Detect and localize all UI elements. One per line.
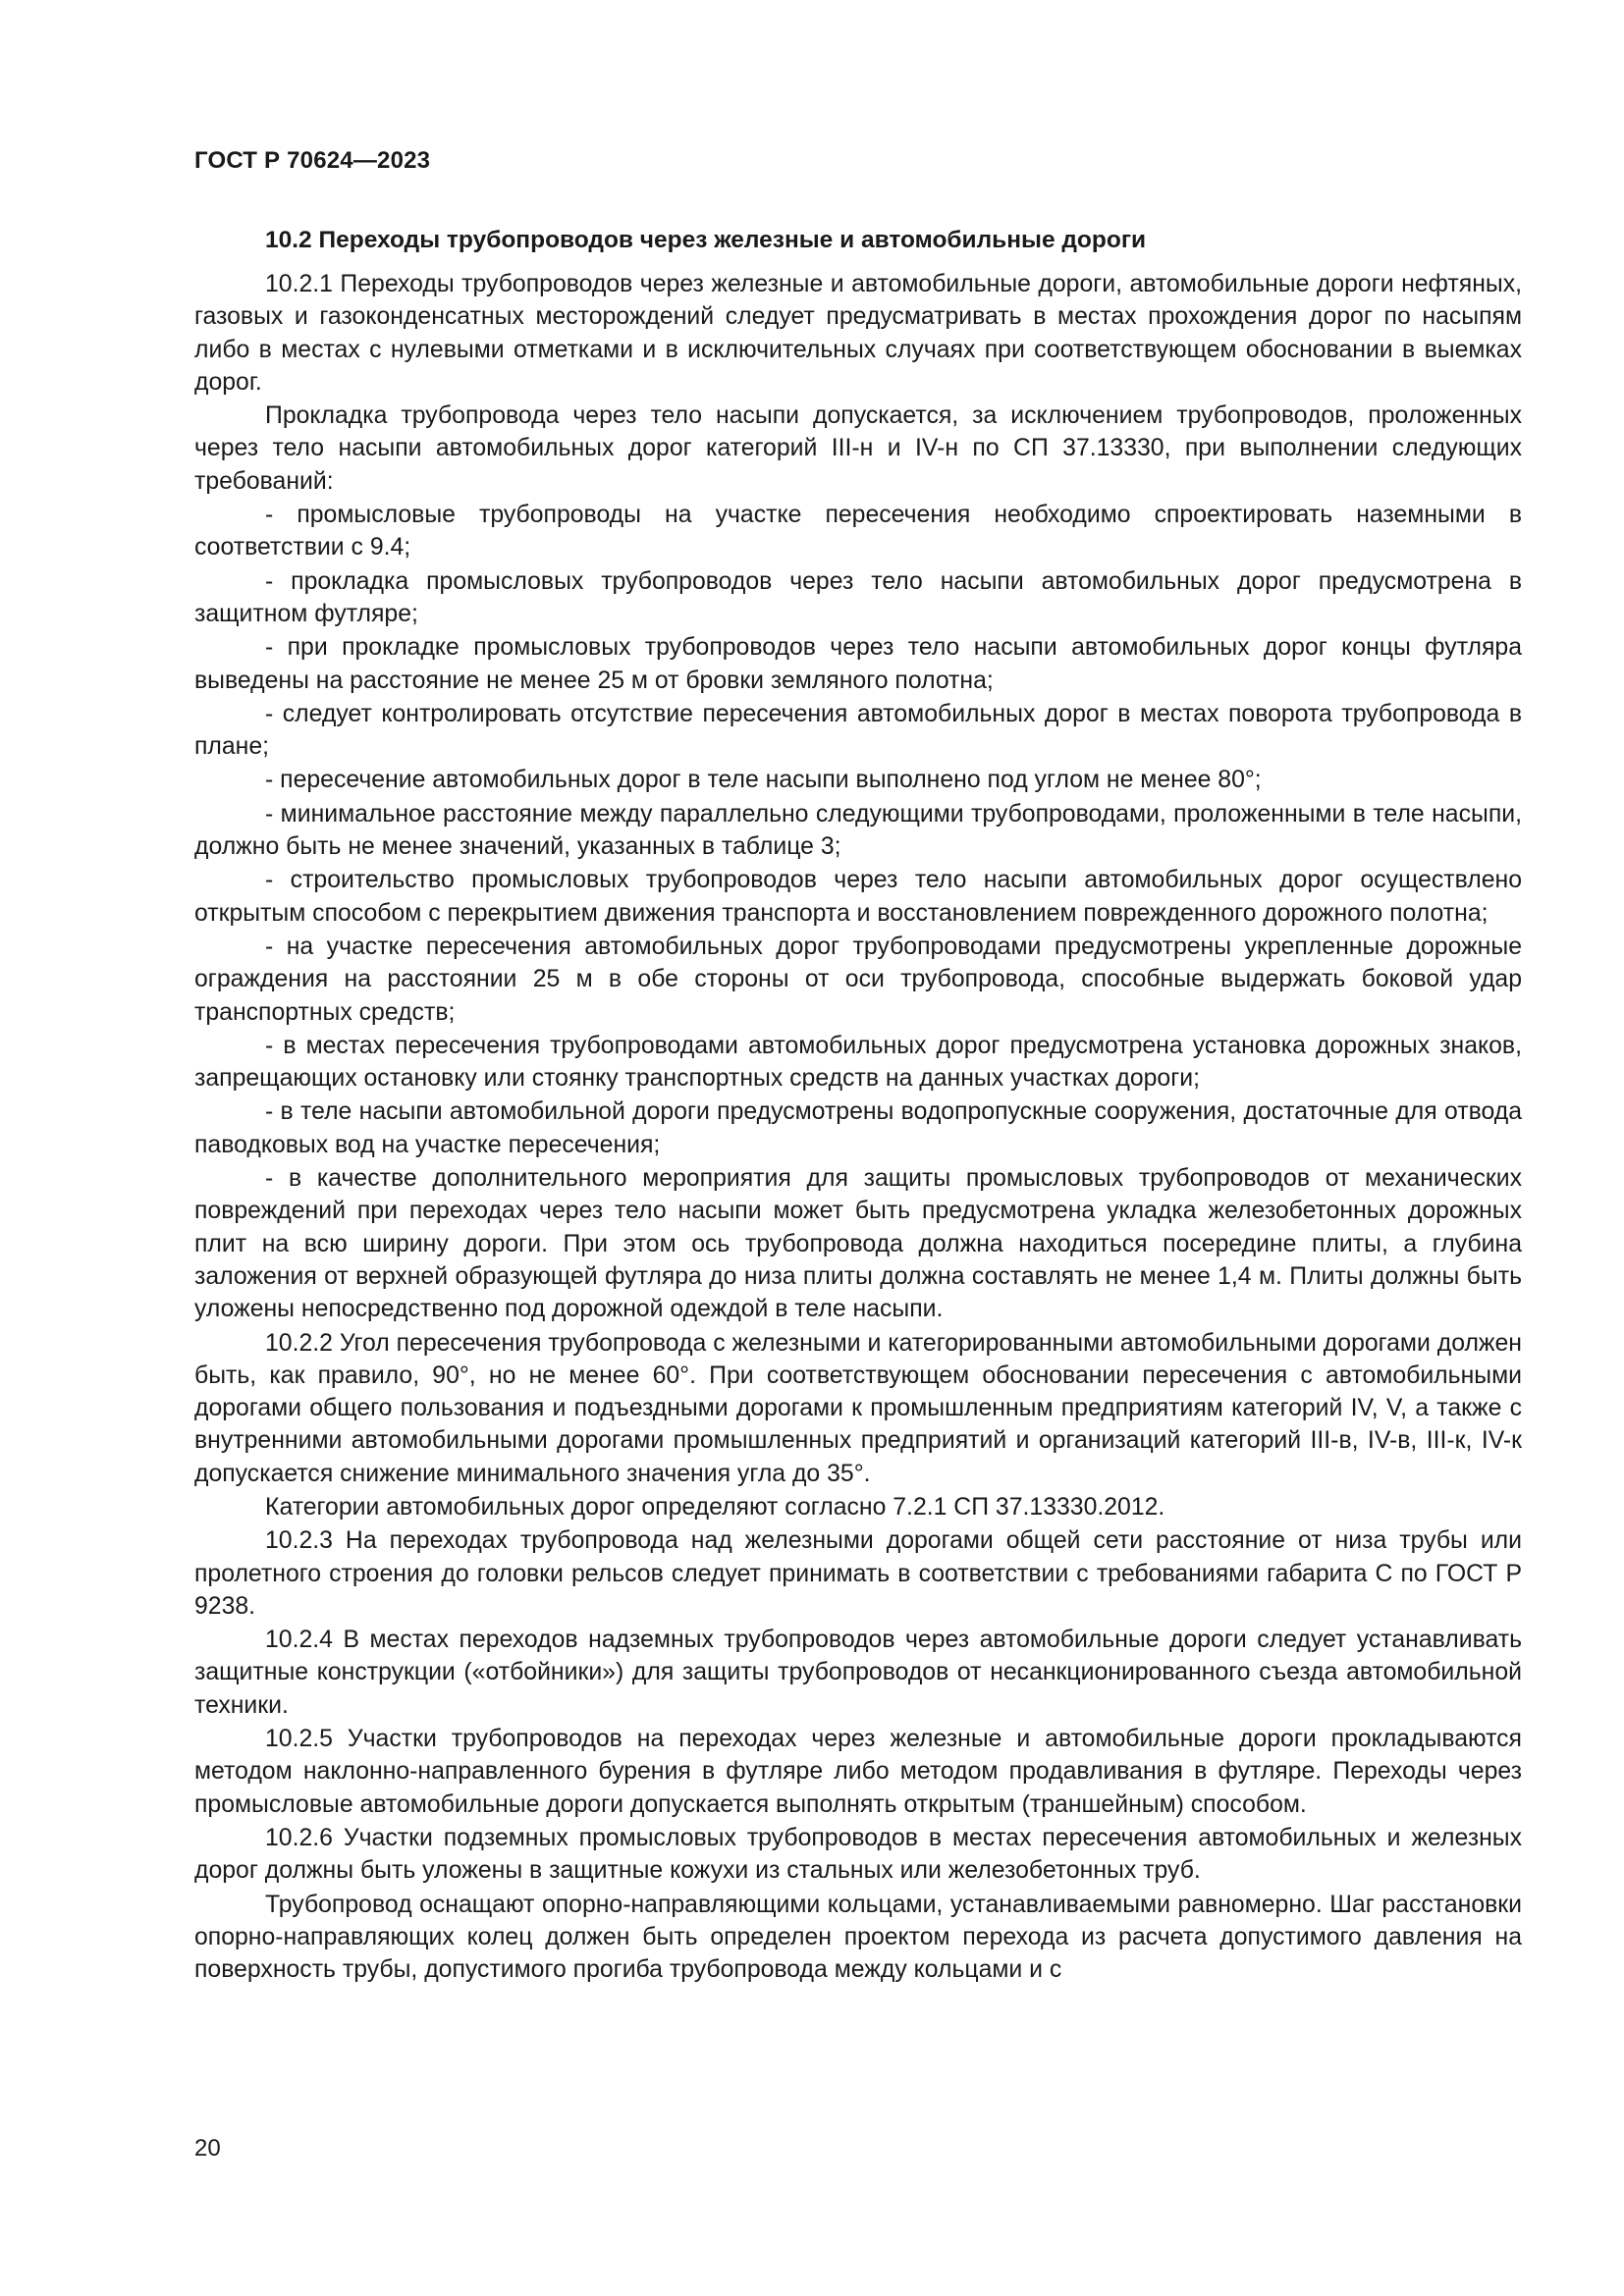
- list-item: - прокладка промысловых трубопроводов через тело насыпи автомобильных дорог предусмотрена в защитном футляре;: [194, 567, 1522, 627]
- paragraph: 10.2.1 Переходы трубопроводов через железные и автомобильные дороги, автомобильные дороги нефтяных, газовых и газоконденсатных месторождений следует предусматривать в местах прохождения дорог по насыпям либо в местах с нулевыми отметками и в исключительных случаях при соответствующем обосновании в выемках дорог.: [194, 271, 1522, 396]
- paragraph: 10.2.2 Угол пересечения трубопровода с железными и категорированными автомобильными дорогами должен быть, как правило, 90°, но не менее 60°. При соответствующем обосновании пересечения с автомобильными дорогами общего пользования и подъездными дорогами к промышленным предприятиям категорий IV, V, а также с внутренними автомобильными дорогами промышленных предприятий и организаций категорий III-в, IV-в, III-к, IV-к допускается снижение минимального значения угла до 35°.: [194, 1329, 1522, 1487]
- list-item: - пересечение автомобильных дорог в теле насыпи выполнено под углом не менее 80°;: [265, 767, 1262, 794]
- list-item: - на участке пересечения автомобильных дорог трубопроводами предусмотрены укрепленные дорожные ограждения на расстоянии 25 м в обе стороны от оси трубопровода, способные выдержать боковой удар транспортных средств;: [194, 933, 1522, 1026]
- document-body: [194, 224, 1522, 1986]
- list-item: - при прокладке промысловых трубопроводов через тело насыпи автомобильных дорог концы футляра выведены на расстояние не менее 25 м от бровки земляного полотна;: [194, 634, 1522, 694]
- list-item: - промысловые трубопроводы на участке пересечения необходимо спроектировать наземными в соответствии с 9.4;: [194, 502, 1522, 561]
- list-item: - минимальное расстояние между параллельно следующими трубопроводами, проложенными в теле насыпи, должно быть не менее значений, указанных в таблице 3;: [194, 800, 1522, 861]
- list-item: - в качестве дополнительного мероприятия для защиты промысловых трубопроводов от механических повреждений при переходах через тело насыпи может быть предусмотрена укладка железобетонных дорожных плит на всю ширину дороги. При этом ось трубопровода должна находиться посередине плиты, а глубина заложения от верхней образующей футляра до низа плиты должна составлять не менее 1,4 м. Плиты должны быть уложены непосредственно под дорожной одеждой в теле насыпи.: [194, 1165, 1522, 1323]
- paragraph: 10.2.3 На переходах трубопровода над железными дорогами общей сети расстояние от низа трубы или пролетного строения до головки рельсов следует принимать в соответствии с требованиями габарита С по ГОСТ Р 9238.: [194, 1527, 1522, 1620]
- paragraph: Категории автомобильных дорог определяют согласно 7.2.1 СП 37.13330.2012.: [265, 1493, 1165, 1521]
- list-item: - следует контролировать отсутствие пересечения автомобильных дорог в местах поворота трубопровода в плане;: [194, 700, 1522, 761]
- list-item: - в теле насыпи автомобильной дороги предусмотрены водопропускные сооружения, достаточные для отвода паводковых вод на участке пересечения;: [194, 1098, 1522, 1158]
- paragraph: 10.2.6 Участки подземных промысловых трубопроводов в местах пересечения автомобильных и железных дорог должны быть уложены в защитные кожухи из стальных или железобетонных труб.: [194, 1824, 1522, 1885]
- page-number: 20: [194, 2135, 221, 2162]
- paragraph: Прокладка трубопровода через тело насыпи допускается, за исключением трубопроводов, проложенных через тело насыпи автомобильных дорог категорий III-н и IV-н по СП 37.13330, при выполнении следующих требований:: [194, 402, 1522, 495]
- paragraph: 10.2.4 В местах переходов надземных трубопроводов через автомобильные дороги следует устанавливать защитные конструкции («отбойники») для защиты трубопроводов от несанкционированного съезда автомобильной техники.: [194, 1627, 1522, 1719]
- paragraph: Трубопровод оснащают опорно-направляющими кольцами, устанавливаемыми равномерно. Шаг расстановки опорно-направляющих колец должен быть определен проектом перехода из расчета допустимого давления на поверхность трубы, допустимого прогиба трубопровода между кольцами и с: [194, 1891, 1522, 1984]
- document-id: ГОСТ Р 70624—2023: [194, 147, 431, 174]
- section-title: 10.2 Переходы трубопроводов через железные и автомобильные дороги: [265, 227, 1147, 253]
- paragraph: 10.2.5 Участки трубопроводов на переходах через железные и автомобильные дороги прокладываются методом наклонно-направленного бурения в футляре либо методом продавливания в футляре. Переходы через промысловые автомобильные дороги допускается выполнять открытым (траншейным) способом.: [194, 1726, 1522, 1818]
- list-item: - строительство промысловых трубопроводов через тело насыпи автомобильных дорог осуществлено открытым способом с перекрытием движения транспорта и восстановлением поврежденного дорожного полотна;: [194, 867, 1522, 927]
- list-item: - в местах пересечения трубопроводами автомобильных дорог предусмотрена установка дорожных знаков, запрещающих остановку или стоянку транспортных средств на данных участках дороги;: [194, 1032, 1522, 1093]
